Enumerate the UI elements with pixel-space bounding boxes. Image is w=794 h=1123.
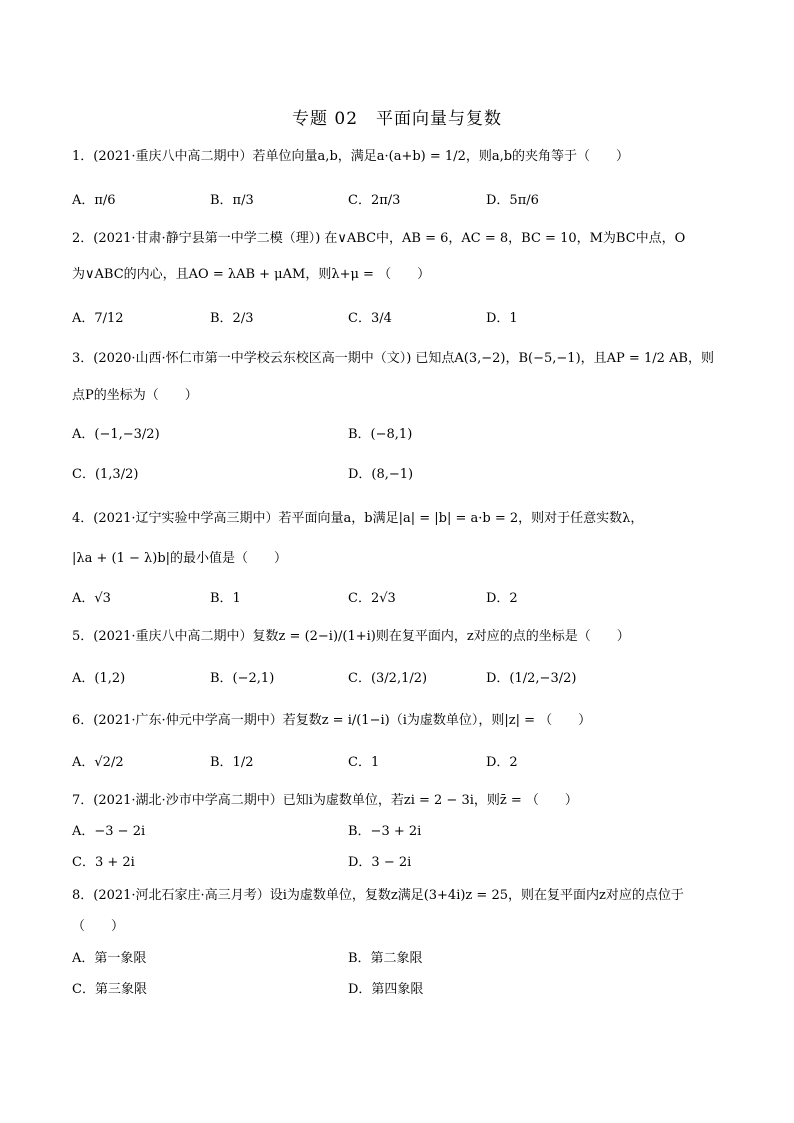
question-3-option-b: B．(−8,1)	[348, 427, 413, 442]
question-6-option-a: A．√2/2	[72, 755, 124, 770]
question-4-stem-cont: |λa + (1 − λ)b|的最小值是（ ）	[72, 551, 288, 566]
question-2-stem-cont: 为∨ABC的内心，且AO = λAB + μAM，则λ+μ = （ ）	[72, 267, 431, 282]
question-2-option-b: B．2/3	[210, 311, 254, 326]
question-2-stem: 2．(2021·甘肃·静宁县第一中学二模（理）) 在∨ABC中，AB = 6，AC = 8，BC = 10，M为BC中点，O	[72, 231, 686, 246]
question-4-option-d: D．2	[486, 591, 518, 606]
question-2-option-a: A．7/12	[72, 311, 124, 326]
document-title: 专题 02 平面向量与复数	[291, 109, 503, 129]
question-3-option-c: C．(1,3/2)	[72, 467, 139, 482]
question-5-option-c: C．(3/2,1/2)	[348, 671, 428, 686]
question-6-option-d: D．2	[486, 755, 518, 770]
question-1-option-a: A．π/6	[72, 193, 116, 208]
question-6-option-b: B．1/2	[210, 755, 254, 770]
question-7-option-b: B．−3 + 2i	[348, 824, 422, 839]
question-8-option-a: A．第一象限	[72, 951, 147, 966]
question-8-stem: 8．(2021·河北石家庄·高三月考）设i为虚数单位，复数z满足(3+4i)z = 25，则在复平面内z对应的点位于	[72, 888, 684, 903]
question-1-option-d: D．5π/6	[486, 193, 539, 208]
question-3-stem-cont: 点P的坐标为（ ）	[72, 388, 198, 403]
question-4-option-c: C．2√3	[348, 591, 396, 606]
question-4-stem: 4．(2021·辽宁实验中学高三期中）若平面向量a，b满足|a| = |b| = a·b = 2，则对于任意实数λ，	[72, 511, 644, 526]
question-2-option-d: D．1	[486, 311, 518, 326]
question-3-option-d: D．(8,−1)	[348, 467, 414, 482]
question-8-option-d: D．第四象限	[348, 982, 424, 997]
question-7-stem: 7．(2021·湖北·沙市中学高二期中）已知i为虚数单位，若zi = 2 − 3i，则z̄ = （ ）	[72, 793, 578, 808]
question-4-option-b: B．1	[210, 591, 241, 606]
question-6-option-c: C．1	[348, 755, 380, 770]
question-8-option-c: C．第三象限	[72, 982, 147, 997]
question-7-option-a: A．−3 − 2i	[72, 824, 146, 839]
question-2-option-c: C．3/4	[348, 311, 392, 326]
question-5-stem: 5．(2021·重庆八中高二期中）复数z = (2−i)/(1+i)则在复平面内，z对应的点的坐标是（ ）	[72, 629, 630, 644]
question-7-option-c: C．3 + 2i	[72, 855, 135, 870]
question-3-stem: 3．(2020·山西·怀仁市第一中学校云东校区高一期中（文）) 已知点A(3,−2)，B(−5,−1)，且AP = 1/2 AB，则	[72, 351, 714, 366]
question-1-option-b: B．π/3	[210, 193, 254, 208]
question-8-option-b: B．第二象限	[348, 951, 423, 966]
question-4-option-a: A．√3	[72, 591, 111, 606]
question-3-option-a: A．(−1,−3/2)	[72, 427, 160, 442]
question-6-stem: 6．(2021·广东·仲元中学高一期中）若复数z = i/(1−i)（i为虚数单位），则|z| = （ ）	[72, 713, 592, 728]
question-5-option-b: B．(−2,1)	[210, 671, 275, 686]
question-1-option-c: C．2π/3	[348, 193, 401, 208]
question-5-option-a: A．(1,2)	[72, 671, 126, 686]
question-1-stem: 1．(2021·重庆八中高二期中）若单位向量a,b，满足a·(a+b) = 1/2，则a,b的夹角等于（ ）	[72, 149, 630, 164]
question-7-option-d: D．3 − 2i	[348, 855, 412, 870]
question-8-stem-cont: （ ）	[72, 919, 125, 934]
question-5-option-d: D．(1/2,−3/2)	[486, 671, 577, 686]
